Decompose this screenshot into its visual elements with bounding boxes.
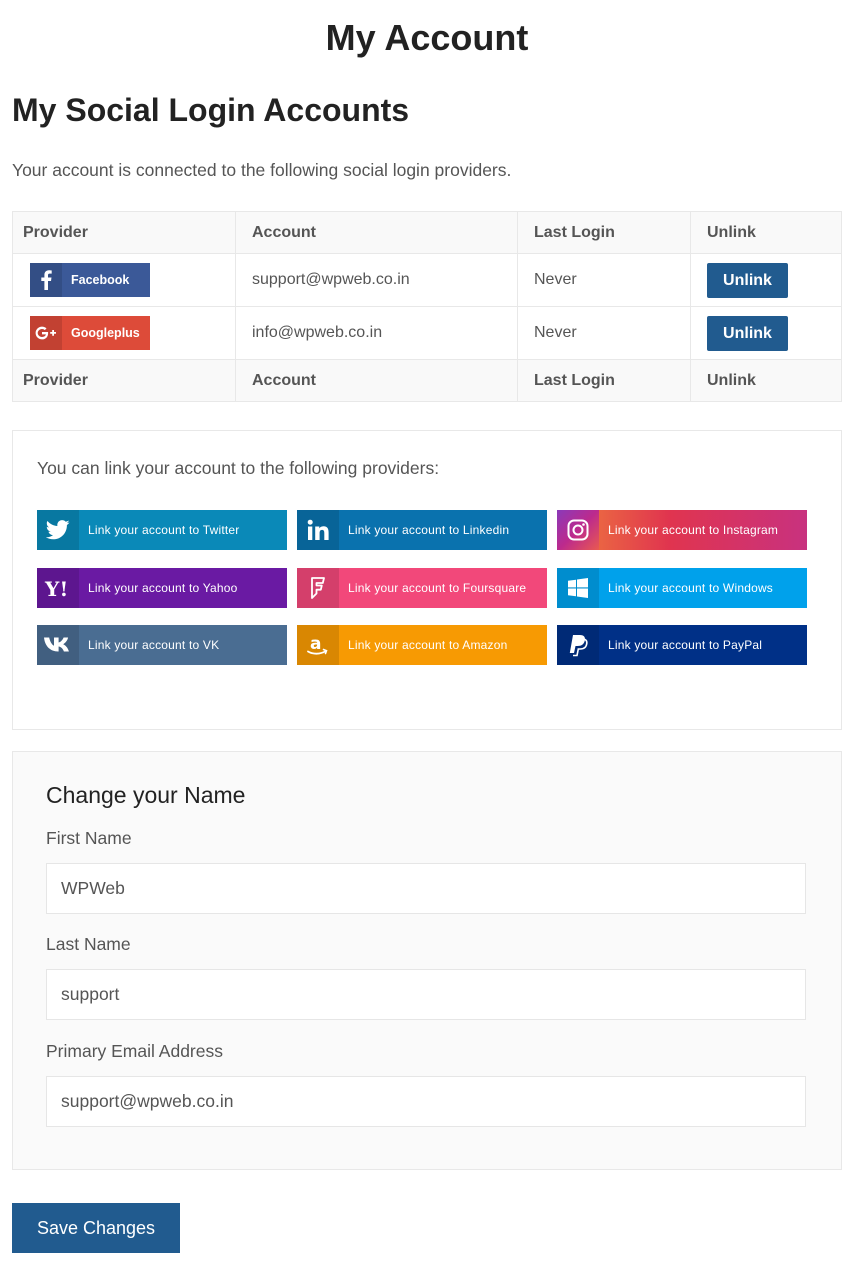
link-label: Link your account to PayPal: [608, 638, 763, 652]
link-amazon-button[interactable]: [297, 625, 547, 665]
account-cell: info@wpweb.co.in: [236, 307, 518, 360]
googleplus-badge: [30, 316, 150, 350]
social-accounts-title: My Social Login Accounts: [12, 92, 410, 128]
link-vk-button[interactable]: [37, 625, 287, 665]
windows-icon: [557, 568, 599, 608]
page-title: My Account: [325, 17, 529, 58]
social-intro: Your account is connected to the following social login providers.: [12, 160, 512, 180]
last-name-label: Last Name: [46, 934, 131, 954]
table-header-row: [13, 212, 842, 254]
provider-cell: [13, 254, 236, 307]
email-field[interactable]: [46, 1076, 806, 1127]
twitter-icon: [37, 510, 79, 550]
unlink-cell: [691, 307, 842, 360]
link-foursquare-button[interactable]: [297, 568, 547, 608]
link-label: Link your account to Twitter: [88, 523, 240, 537]
link-label: Link your account to Windows: [608, 581, 774, 595]
paypal-icon: [557, 625, 599, 665]
last-name-field[interactable]: [46, 969, 806, 1020]
first-name-label: First Name: [46, 828, 132, 848]
link-label: Link your account to Foursquare: [348, 581, 527, 595]
provider-name: Facebook: [71, 273, 130, 287]
first-name-field[interactable]: [46, 863, 806, 914]
unlink-googleplus-button[interactable]: Unlink: [707, 316, 788, 351]
link-label: Link your account to Instagram: [608, 523, 779, 537]
social-accounts-table: [12, 211, 842, 402]
provider-cell: [13, 307, 236, 360]
vk-icon: [37, 625, 79, 665]
link-label: Link your account to Linkedin: [348, 523, 510, 537]
table-footer-row: [13, 360, 842, 402]
column-header-account: Account: [236, 212, 518, 254]
link-windows-button[interactable]: [557, 568, 807, 608]
provider-name: Googleplus: [71, 326, 140, 340]
foursquare-icon: [297, 568, 339, 608]
email-label: Primary Email Address: [46, 1041, 223, 1061]
last-login-cell: Never: [518, 254, 691, 307]
column-header-unlink: Unlink: [691, 212, 842, 254]
link-providers-panel: [12, 430, 842, 730]
account-cell: support@wpweb.co.in: [236, 254, 518, 307]
yahoo-icon: [37, 568, 79, 608]
column-footer-last-login: Last Login: [518, 360, 691, 402]
link-label: Link your account to Yahoo: [88, 581, 238, 595]
amazon-icon: [297, 625, 339, 665]
svg-text:Y!: Y!: [45, 578, 69, 598]
column-footer-account: Account: [236, 360, 518, 402]
link-label: Link your account to Amazon: [348, 638, 508, 652]
change-name-panel: [12, 751, 842, 1170]
unlink-facebook-button[interactable]: Unlink: [707, 263, 788, 298]
link-paypal-button[interactable]: [557, 625, 807, 665]
link-label: Link your account to VK: [88, 638, 220, 652]
link-twitter-button[interactable]: [37, 510, 287, 550]
column-header-provider: Provider: [13, 212, 236, 254]
table-row: [13, 254, 842, 307]
instagram-icon: [557, 510, 599, 550]
link-yahoo-button[interactable]: [37, 568, 287, 608]
unlink-cell: [691, 254, 842, 307]
facebook-badge: [30, 263, 150, 297]
column-header-last-login: Last Login: [518, 212, 691, 254]
link-instagram-button[interactable]: [557, 510, 807, 550]
linkedin-icon: [297, 510, 339, 550]
facebook-icon: [30, 263, 62, 297]
table-row: [13, 307, 842, 360]
save-changes-button[interactable]: Save Changes: [12, 1203, 180, 1253]
svg-text:a: a: [310, 634, 322, 654]
googleplus-icon: [30, 316, 62, 350]
last-login-cell: Never: [518, 307, 691, 360]
column-footer-unlink: Unlink: [691, 360, 842, 402]
link-intro: You can link your account to the following providers:: [37, 458, 440, 478]
column-footer-provider: Provider: [13, 360, 236, 402]
change-name-heading: Change your Name: [46, 782, 246, 808]
link-linkedin-button[interactable]: [297, 510, 547, 550]
